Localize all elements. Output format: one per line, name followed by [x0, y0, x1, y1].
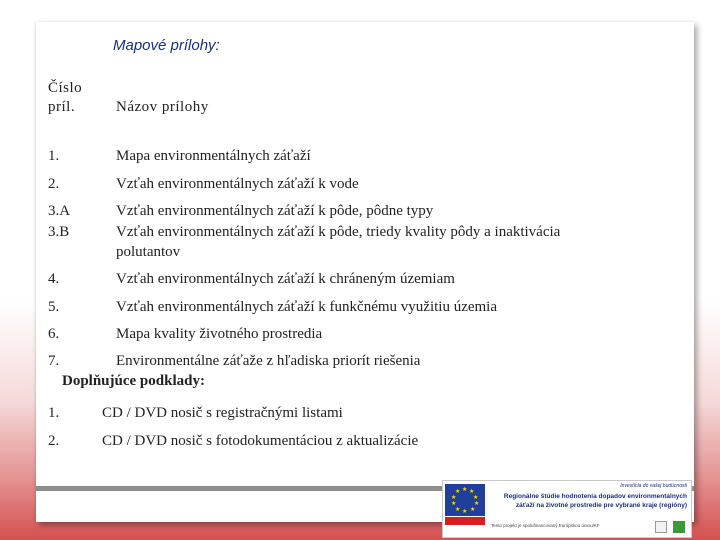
supplementary-text: CD / DVD nosič s fotodokumentáciou z aktualizácie	[102, 433, 419, 449]
page-title: Mapové prílohy:	[113, 37, 220, 54]
item-text: Vzťah environmentálnych záťaží k chráneným územiam	[116, 271, 455, 287]
item-number: 1.	[48, 148, 60, 164]
header-number-line2: príl.	[48, 99, 76, 115]
eu-flag-icon: ★ ★ ★ ★ ★ ★ ★ ★ ★ ★	[445, 484, 485, 516]
supplementary-heading: Doplňujúce podklady:	[62, 373, 205, 389]
red-stripe	[445, 517, 485, 525]
supplementary-text: CD / DVD nosič s registračnými listami	[102, 405, 343, 421]
item-text: Environmentálne záťaže z hľadiska priorít riešenia	[116, 353, 421, 369]
ministry-logo-icon	[655, 521, 667, 533]
item-number: 3.A	[48, 203, 71, 219]
item-text: Vzťah environmentálnych záťaží k pôde, triedy kvality pôdy a inaktivácia	[116, 224, 561, 240]
item-text: Vzťah environmentálnych záťaží k vode	[116, 176, 359, 192]
footer-project-title: Regionálne štúdie hodnotenia dopadov environmentálnych záťaží na životné prostredie pre vybrané kraje (regióny)	[503, 493, 687, 509]
footer-tagline: Investícia do vašej budúcnosti	[620, 483, 687, 489]
footer-banner	[442, 480, 692, 538]
item-text: Mapa kvality životného prostredia	[116, 326, 323, 342]
supplementary-number: 2.	[48, 433, 60, 449]
item-number: 7.	[48, 353, 60, 369]
footer-cofinance: Tento projekt je spolufinancovaný Európskou úniou/KF	[491, 523, 600, 528]
item-number: 6.	[48, 326, 60, 342]
item-text: Vzťah environmentálnych záťaží k pôde, pôdne typy	[116, 203, 434, 219]
header-number-line1: Číslo	[48, 80, 83, 96]
supplementary-number: 1.	[48, 405, 60, 421]
footer-logos	[653, 520, 685, 538]
item-number: 2.	[48, 176, 60, 192]
item-number: 5.	[48, 299, 60, 315]
header-name: Názov prílohy	[116, 99, 209, 115]
partner-logo-icon	[673, 521, 685, 533]
item-number: 3.B	[48, 224, 70, 240]
item-text: Vzťah environmentálnych záťaží k funkčnému využitiu územia	[116, 299, 498, 315]
item-text-continuation: polutantov	[116, 244, 181, 260]
item-number: 4.	[48, 271, 60, 287]
item-text: Mapa environmentálnych záťaží	[116, 148, 311, 164]
